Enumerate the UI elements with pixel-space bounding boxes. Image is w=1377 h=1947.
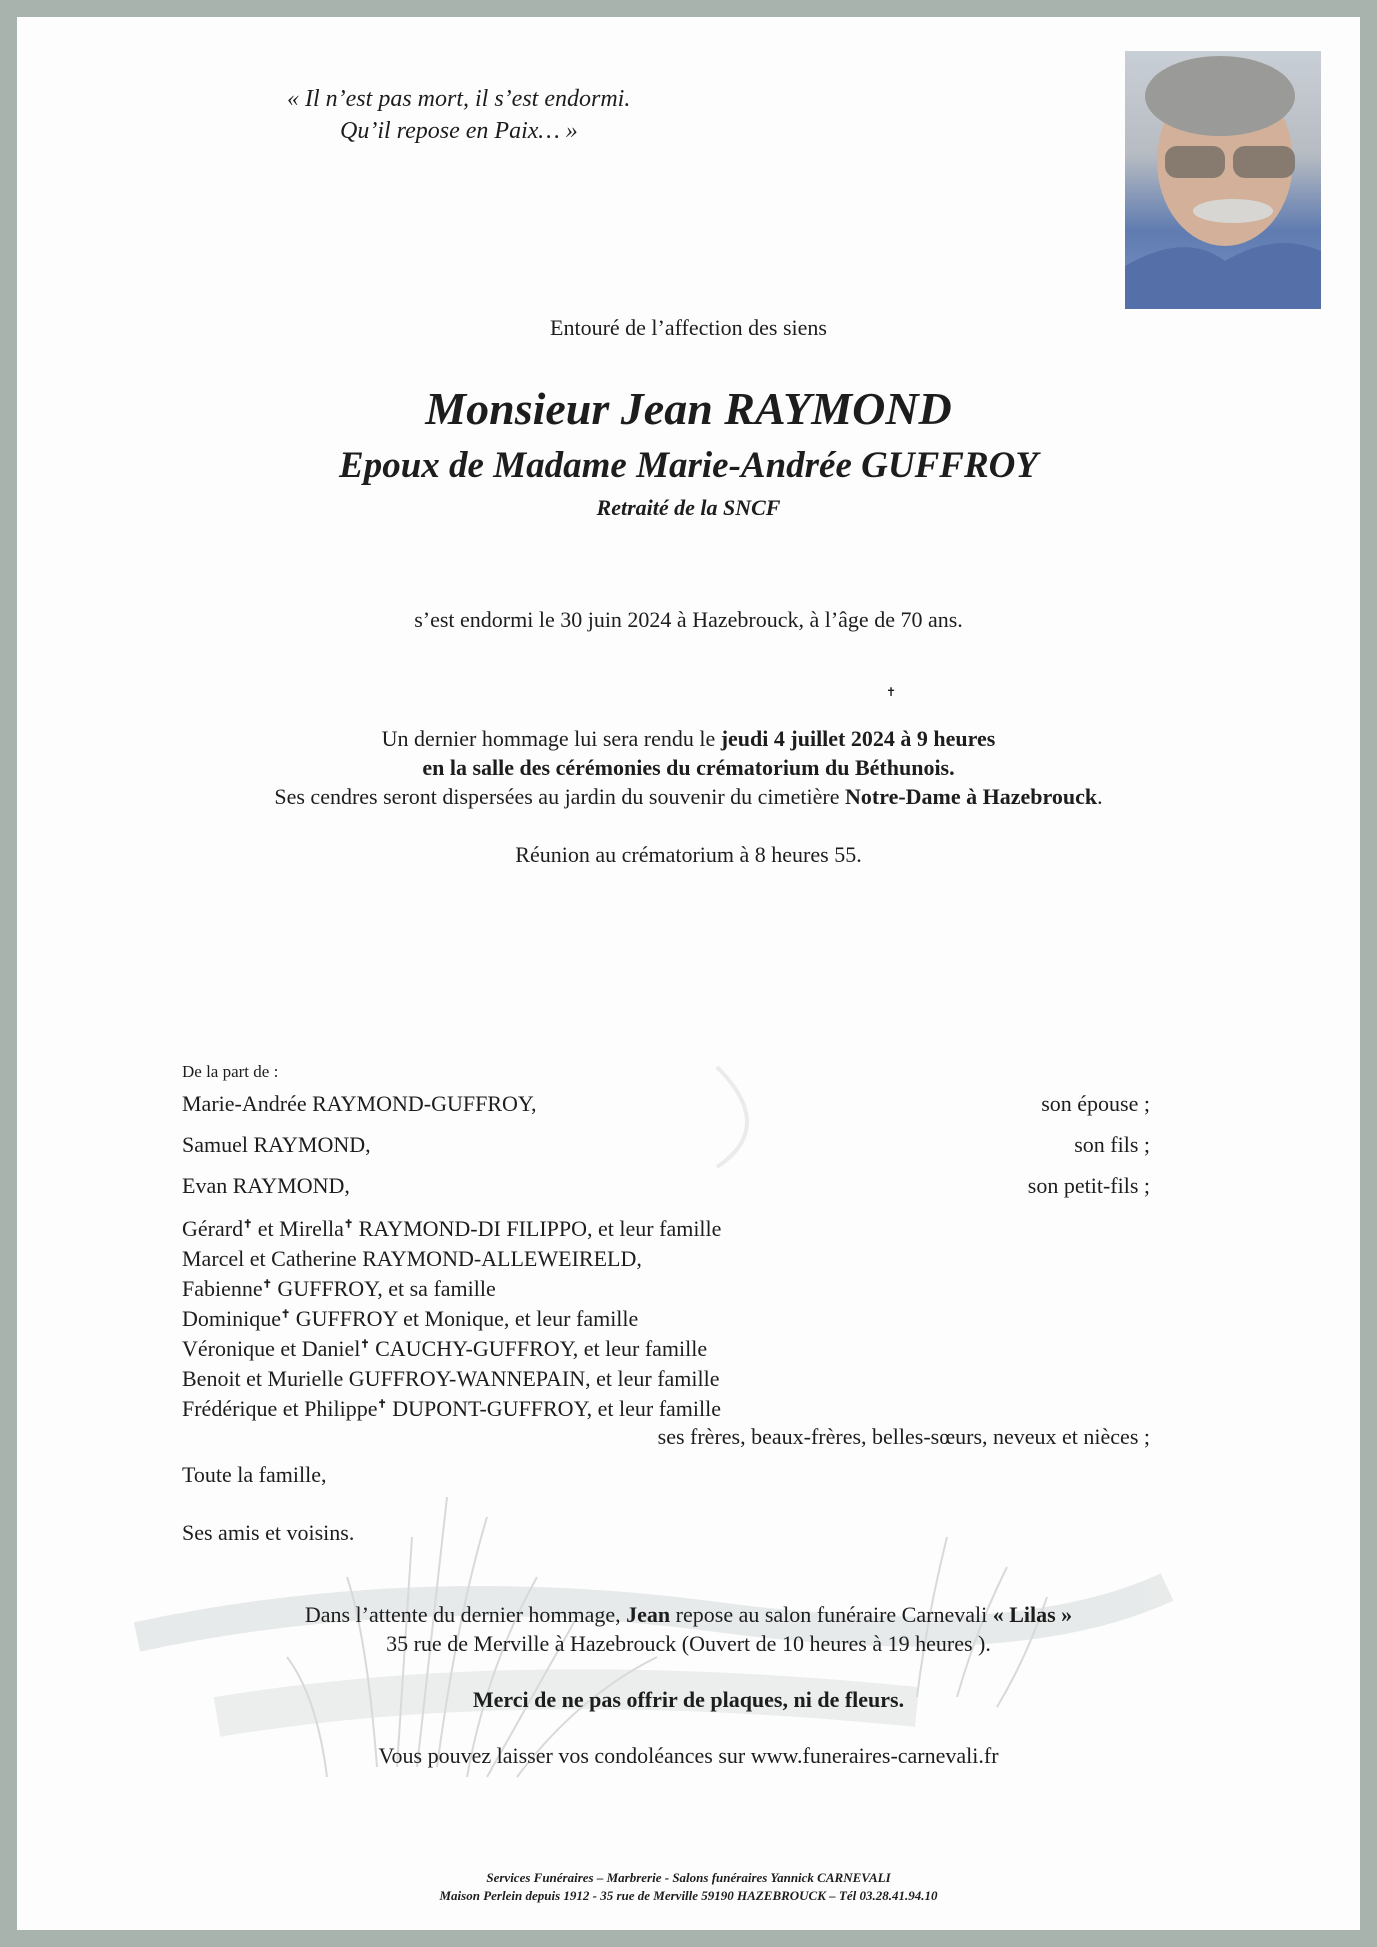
family-member-relation: son épouse ; (1041, 1091, 1150, 1116)
obituary-sheet (17, 17, 1360, 1930)
deceased-cross-mark: ✝ (262, 1278, 272, 1291)
cemetery-name: Notre-Dame à Hazebrouck (844, 784, 1098, 809)
sibling-name: GUFFROY et Monique, et leur famille (290, 1306, 639, 1331)
salon-room-name: « Lilas » (992, 1602, 1073, 1627)
epitaph-quote (287, 83, 630, 147)
spouse-line: Epoux de Madame Marie-Andrée GUFFROY (339, 445, 1038, 486)
family-member-relation: son petit-fils ; (1027, 1173, 1150, 1198)
friends-line: Ses amis et voisins. (182, 1520, 355, 1545)
intro-text: Entouré de l’affection des siens (550, 315, 827, 340)
sibling-name: DUPONT-GUFFROY, et leur famille (386, 1396, 722, 1421)
deceased-cross-mark: ✝ (343, 1218, 354, 1231)
salon-text: Dans l’attente du dernier hommage, (304, 1602, 627, 1627)
ashes-period: . (1097, 784, 1103, 809)
condolences-line: Vous pouvez laisser vos condoléances sur www.funeraires-carnevali.fr (378, 1743, 999, 1768)
sibling-name: et Mirella (252, 1216, 344, 1241)
hommage-date: jeudi 4 juillet 2024 à 9 heures (720, 726, 996, 751)
sibling-line (182, 1334, 707, 1364)
deceased-cross-mark: ✝ (377, 1398, 387, 1411)
salon-line-1 (17, 1602, 1360, 1628)
sibling-name: RAYMOND-DI FILIPPO, et leur famille (353, 1216, 722, 1241)
sibling-line: Marcel et Catherine RAYMOND-ALLEWEIRELD, (182, 1246, 642, 1271)
deceased-cross-mark: ✝ (243, 1218, 253, 1231)
family-member-relation: son fils ; (1074, 1132, 1150, 1157)
sibling-name: Fabienne (182, 1276, 263, 1301)
hommage-line-1 (17, 724, 1360, 753)
portrait-photo (1125, 51, 1321, 309)
whole-family-line: Toute la famille, (182, 1462, 327, 1487)
footer-line-2: Maison Perlein depuis 1912 - 35 rue de Merville 59190 HAZEBROUCK – Tél 03.28.41.94.10 (439, 1888, 938, 1903)
deceased-cross-mark: ✝ (281, 1308, 291, 1321)
salon-text: repose au salon funéraire Carnevali (670, 1602, 993, 1627)
sibling-name: GUFFROY, et sa famille (271, 1276, 496, 1301)
hommage-text: Un dernier hommage lui sera rendu le (381, 726, 721, 751)
reunion-line: Réunion au crématorium à 8 heures 55. (515, 842, 862, 867)
deceased-first-name: Jean (626, 1602, 671, 1627)
family-member-name: Marie-Andrée RAYMOND-GUFFROY, (182, 1091, 537, 1116)
sibling-line (182, 1304, 638, 1334)
family-heading: De la part de : (182, 1062, 279, 1081)
no-flowers-notice: Merci de ne pas offrir de plaques, ni de fleurs. (472, 1687, 905, 1712)
sibling-name: Véronique et Daniel (182, 1336, 361, 1361)
family-member-name: Samuel RAYMOND, (182, 1132, 371, 1157)
quote-line-1: « Il n’est pas mort, il s’est endormi. (287, 86, 631, 112)
family-member-name: Evan RAYMOND, (182, 1173, 350, 1198)
quote-line-2: Qu’il repose en Paix… » (340, 118, 578, 144)
sibling-name: Gérard (182, 1216, 244, 1241)
sibling-name: Dominique (182, 1306, 281, 1331)
portrait-illustration (1125, 51, 1321, 309)
siblings-relation: ses frères, beaux-frères, belles-sœurs, neveux et nièces ; (657, 1424, 1150, 1449)
sibling-name: Frédérique et Philippe (182, 1396, 378, 1421)
deceased-cross-mark: ✝ (360, 1338, 370, 1351)
sibling-line (182, 1214, 721, 1244)
ashes-text: Ses cendres seront dispersées au jardin du souvenir du cimetière (274, 784, 845, 809)
hommage-line-3 (17, 782, 1360, 811)
small-cross-mark: ✝ (886, 685, 897, 699)
salon-address: 35 rue de Merville à Hazebrouck (Ouvert de 10 heures à 19 heures ). (386, 1631, 991, 1656)
deceased-name: Monsieur Jean RAYMOND (425, 383, 952, 434)
death-notice: s’est endormi le 30 juin 2024 à Hazebrouck, à l’âge de 70 ans. (414, 607, 963, 632)
sibling-line (182, 1394, 721, 1424)
sibling-line (182, 1274, 496, 1304)
occupation-line: Retraité de la SNCF (596, 495, 781, 520)
sibling-name: CAUCHY-GUFFROY, et leur famille (369, 1336, 708, 1361)
sibling-line: Benoit et Murielle GUFFROY-WANNEPAIN, et leur famille (182, 1366, 720, 1391)
footer-line-1: Services Funéraires – Marbrerie - Salons funéraires Yannick CARNEVALI (486, 1870, 891, 1885)
hommage-line-2: en la salle des cérémonies du crématorium du Béthunois. (422, 755, 955, 780)
